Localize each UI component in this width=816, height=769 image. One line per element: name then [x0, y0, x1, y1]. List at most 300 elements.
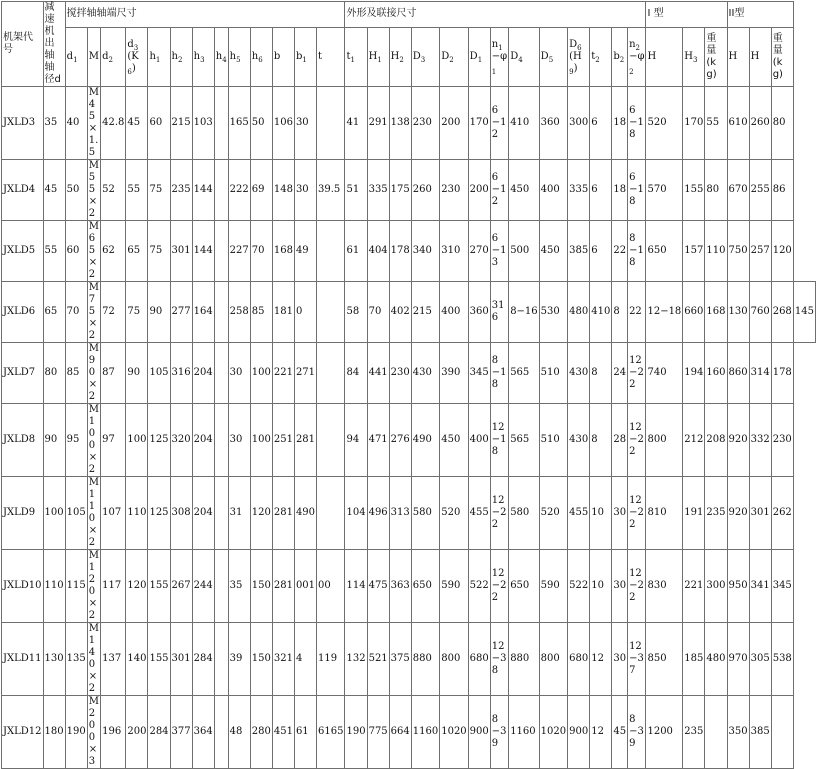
header-outline-connection: 外形及联接尺寸 [345, 2, 646, 28]
table-cell: 84 [345, 343, 367, 404]
table-cell: 215 [170, 87, 192, 160]
table-cell: 6 [590, 87, 612, 160]
table-cell: 120 [250, 477, 272, 550]
table-cell: 001 [294, 550, 316, 623]
header-agitator-shaft-end: 搅拌轴轴端尺寸 [65, 2, 345, 28]
table-cell: 750 [727, 221, 749, 282]
table-cell: 316 [170, 343, 192, 404]
header-sub-cell: H [727, 27, 749, 87]
table-cell: 52 [101, 160, 126, 221]
table-cell: 58 [345, 282, 367, 343]
table-cell: 6 [590, 160, 612, 221]
table-cell: JXLD8 [2, 404, 44, 477]
table-cell: 222 [228, 160, 250, 221]
table-cell: 70 [367, 282, 389, 343]
header-sub-cell: 重量(kg) [771, 27, 793, 87]
table-row [2, 282, 816, 343]
table-cell: 100 [126, 404, 148, 477]
table-cell: 8−39 [490, 696, 508, 769]
header-sub-cell: $D_1$ [468, 27, 490, 87]
table-cell: 430 [568, 343, 590, 404]
table-cell: 950 [727, 550, 749, 623]
table-cell: 61 [294, 696, 316, 769]
table-cell: 12 [590, 696, 612, 769]
table-row [2, 623, 816, 696]
table-cell: 538 [771, 623, 793, 696]
table-cell: JXLD4 [2, 160, 44, 221]
header-row-top [2, 2, 816, 28]
table-cell: 00 [317, 550, 345, 623]
table-cell: 521 [367, 623, 389, 696]
table-cell: 251 [272, 404, 294, 477]
table-cell: 680 [568, 623, 590, 696]
table-cell: 276 [389, 404, 411, 477]
header-sub-cell: $D_4$ [509, 27, 539, 87]
table-cell: 565 [509, 404, 539, 477]
table-cell: 104 [345, 477, 367, 550]
table-cell: 510 [539, 404, 567, 477]
table-cell: 262 [771, 477, 793, 550]
table-cell: 80 [705, 160, 727, 221]
table-cell: 125 [148, 477, 170, 550]
table-cell: 270 [468, 221, 490, 282]
table-cell: 670 [727, 160, 749, 221]
table-cell: 775 [367, 696, 389, 769]
table-cell: 313 [389, 477, 411, 550]
table-cell: 522 [568, 550, 590, 623]
table-cell: 680 [468, 623, 490, 696]
table-cell: 178 [771, 343, 793, 404]
table-cell: 284 [192, 623, 214, 696]
table-cell: 335 [367, 160, 389, 221]
table-cell: 345 [468, 343, 490, 404]
table-cell: 12−22 [490, 477, 508, 550]
table-cell: 291 [367, 87, 389, 160]
table-cell: 301 [170, 623, 192, 696]
table-cell: 39.5 [317, 160, 345, 221]
table-cell [317, 221, 345, 282]
table-cell: 194 [683, 343, 705, 404]
table-cell: 480 [568, 282, 590, 343]
table-cell: 920 [727, 477, 749, 550]
table-cell: 314 [749, 343, 771, 404]
table-cell: 520 [539, 477, 567, 550]
table-cell: 200 [126, 696, 148, 769]
table-cell: JXLD3 [2, 87, 44, 160]
table-cell [214, 282, 228, 343]
table-cell: 114 [345, 550, 367, 623]
table-cell: M90×2 [88, 343, 99, 402]
table-cell: 880 [411, 623, 439, 696]
header-sub-cell: $h_4$ [214, 27, 228, 87]
table-cell: 55 [705, 87, 727, 160]
table-row [2, 87, 816, 160]
table-cell: 830 [646, 550, 683, 623]
table-cell: 430 [568, 404, 590, 477]
table-cell: 284 [148, 696, 170, 769]
table-cell: 144 [192, 221, 214, 282]
table-cell: 18 [612, 87, 628, 160]
table-cell: M140×2 [88, 623, 99, 694]
header-sub-cell: $h_3$ [192, 27, 214, 87]
table-cell: 316 [490, 282, 508, 343]
header-sub-cell: $h_1$ [148, 27, 170, 87]
table-cell: 100 [250, 404, 272, 477]
table-cell: 100 [43, 477, 65, 550]
header-sub-cell: $h_5$ [228, 27, 250, 87]
table-cell: 450 [509, 160, 539, 221]
table-container [1, 1, 816, 769]
table-cell: 140 [126, 623, 148, 696]
table-cell: 455 [568, 477, 590, 550]
header-sub-cell: 重量(kg) [705, 27, 727, 87]
header-sub-cell: $h_6$ [250, 27, 272, 87]
table-cell: 441 [367, 343, 389, 404]
table-cell: 520 [646, 87, 683, 160]
table-cell: 520 [440, 477, 468, 550]
table-cell: 110 [126, 477, 148, 550]
table-cell: 70 [65, 282, 87, 343]
table-cell: 24 [612, 343, 628, 404]
table-cell: 281 [294, 404, 316, 477]
table-cell: 212 [683, 404, 705, 477]
table-cell: 490 [411, 404, 439, 477]
table-cell: 610 [727, 87, 749, 160]
table-cell: 181 [272, 282, 294, 343]
table-cell: 300 [705, 550, 727, 623]
table-cell [214, 550, 228, 623]
table-cell: 570 [646, 160, 683, 221]
header-sub-cell: $n_1$ $-\varphi_1$ [490, 27, 508, 87]
header-type-2: II型 [727, 2, 793, 28]
table-cell: 332 [749, 404, 771, 477]
table-cell: JXLD11 [2, 623, 44, 696]
table-cell: 41 [345, 87, 367, 160]
table-cell: 10 [590, 477, 612, 550]
table-cell: 138 [389, 87, 411, 160]
table-cell: 6−12 [490, 160, 508, 221]
table-cell: 90 [43, 404, 65, 477]
table-cell [214, 343, 228, 404]
table-cell: 400 [440, 282, 468, 343]
table-cell: 360 [539, 87, 567, 160]
header-sub-cell: M [87, 27, 100, 87]
table-cell [214, 477, 228, 550]
table-cell: 8−16 [509, 282, 539, 343]
table-cell: M100×2 [88, 404, 99, 475]
table-cell: 301 [749, 477, 771, 550]
table-cell: 170 [468, 87, 490, 160]
table-cell: 110 [43, 550, 65, 623]
table-cell: 496 [367, 477, 389, 550]
table-cell: 335 [568, 160, 590, 221]
table-cell: 150 [250, 623, 272, 696]
table-cell: 590 [440, 550, 468, 623]
table-cell: 61 [345, 221, 367, 282]
header-sub-cell: $H_3$ [683, 27, 705, 87]
table-cell: 590 [539, 550, 567, 623]
table-cell: 305 [749, 623, 771, 696]
table-cell: 267 [170, 550, 192, 623]
table-cell: 1020 [539, 696, 567, 769]
table-cell: 970 [727, 623, 749, 696]
table-cell: 363 [389, 550, 411, 623]
table-cell: 580 [411, 477, 439, 550]
table-cell: 164 [192, 282, 214, 343]
table-cell: 500 [509, 221, 539, 282]
table-cell: 150 [250, 550, 272, 623]
table-cell: 390 [440, 343, 468, 404]
table-cell: 12−18 [646, 282, 683, 343]
table-cell: 200 [468, 160, 490, 221]
table-cell: 12−38 [490, 623, 508, 696]
header-sub-cell: $D_2$ [440, 27, 468, 87]
table-row [2, 343, 816, 404]
table-cell: 235 [170, 160, 192, 221]
table-cell: JXLD7 [2, 343, 44, 404]
table-cell: 60 [65, 221, 87, 282]
table-cell: 650 [509, 550, 539, 623]
table-cell: 4 [294, 623, 316, 696]
table-cell: 8−39 [628, 696, 646, 769]
table-cell: 650 [411, 550, 439, 623]
table-cell: 364 [192, 696, 214, 769]
table-cell: 6−12 [490, 87, 508, 160]
table-cell: 850 [646, 623, 683, 696]
table-cell: 119 [317, 623, 345, 696]
table-cell: 12−18 [490, 404, 508, 477]
table-row [2, 404, 816, 477]
table-cell: 10 [590, 550, 612, 623]
table-cell: 1160 [509, 696, 539, 769]
table-cell: 455 [468, 477, 490, 550]
header-model-code: 机架代号 [2, 2, 44, 87]
table-cell: 39 [228, 623, 250, 696]
header-sub-cell: $D_5$ [539, 27, 567, 87]
table-cell: 130 [43, 623, 65, 696]
table-cell: 281 [272, 477, 294, 550]
table-row [2, 477, 816, 550]
table-cell: 30 [228, 404, 250, 477]
table-cell: 258 [228, 282, 250, 343]
table-cell: 308 [170, 477, 192, 550]
table-cell: 410 [590, 282, 612, 343]
header-sub-cell: $D_3$ [411, 27, 439, 87]
table-cell: 12−37 [628, 623, 646, 696]
table-cell [214, 623, 228, 696]
table-cell: 8 [590, 404, 612, 477]
table-cell: 740 [646, 343, 683, 404]
table-cell: M120×2 [88, 550, 99, 621]
table-cell: 12−22 [628, 550, 646, 623]
table-cell: 320 [170, 404, 192, 477]
table-cell: 377 [170, 696, 192, 769]
table-cell [214, 404, 228, 477]
header-sub-cell: $D_6$ $(H_9)$ [568, 27, 590, 87]
table-cell: 30 [228, 343, 250, 404]
table-cell: 80 [43, 343, 65, 404]
table-cell: 321 [272, 623, 294, 696]
header-sub-cell: $d_1$ [65, 27, 87, 87]
table-cell: 565 [509, 343, 539, 404]
table-cell: 100 [250, 343, 272, 404]
table-cell: 75 [126, 282, 148, 343]
table-cell: 42.8 [101, 87, 126, 160]
table-cell: 6 [590, 221, 612, 282]
table-cell: 65 [43, 282, 65, 343]
table-cell: 660 [683, 282, 705, 343]
table-cell: 22 [628, 282, 646, 343]
table-cell: 204 [192, 477, 214, 550]
table-cell: 69 [250, 160, 272, 221]
table-cell: 137 [101, 623, 126, 696]
table-cell: 86 [771, 160, 793, 221]
table-cell: 191 [683, 477, 705, 550]
table-cell: 50 [250, 87, 272, 160]
table-cell: 650 [646, 221, 683, 282]
table-cell: 208 [705, 404, 727, 477]
table-cell: 281 [272, 550, 294, 623]
table-cell: 221 [683, 550, 705, 623]
table-cell: 18 [612, 160, 628, 221]
table-cell: 920 [727, 404, 749, 477]
header-sub-cell: $t_1$ [345, 27, 367, 87]
table-cell: 8−18 [490, 343, 508, 404]
table-cell: 60 [148, 87, 170, 160]
table-cell [317, 282, 345, 343]
table-cell: 900 [568, 696, 590, 769]
table-cell: 345 [771, 550, 793, 623]
table-cell: 22 [612, 221, 628, 282]
table-cell: 160 [705, 343, 727, 404]
table-cell: 51 [345, 160, 367, 221]
table-cell: 105 [148, 343, 170, 404]
table-cell: 125 [148, 404, 170, 477]
table-cell: 580 [509, 477, 539, 550]
table-cell: 341 [749, 550, 771, 623]
table-cell [214, 221, 228, 282]
table-cell: 120 [126, 550, 148, 623]
table-cell [214, 87, 228, 160]
table-cell [214, 160, 228, 221]
table-cell: 85 [250, 282, 272, 343]
table-cell: 8−18 [628, 221, 646, 282]
table-cell: 12 [590, 623, 612, 696]
table-cell: 155 [148, 623, 170, 696]
table-cell: 148 [272, 160, 294, 221]
table-cell: 85 [65, 343, 87, 404]
table-cell: 277 [170, 282, 192, 343]
table-cell: 135 [65, 623, 87, 696]
table-cell: M55×2 [88, 160, 99, 219]
table-cell: 110 [705, 221, 727, 282]
table-cell: 49 [294, 221, 316, 282]
table-cell: 1200 [646, 696, 683, 769]
table-cell: M45×1.5 [88, 87, 99, 158]
table-cell: 87 [101, 343, 126, 404]
table-cell: 175 [389, 160, 411, 221]
table-cell: 810 [646, 477, 683, 550]
table-cell: 430 [411, 343, 439, 404]
table-cell: 271 [294, 343, 316, 404]
table-cell: 6−13 [490, 221, 508, 282]
table-cell: 300 [568, 87, 590, 160]
table-cell: 117 [101, 550, 126, 623]
table-cell: 244 [192, 550, 214, 623]
table-cell: 45 [43, 160, 65, 221]
table-cell: 115 [65, 550, 87, 623]
table-cell: M75×2 [88, 282, 99, 341]
table-cell: 95 [65, 404, 87, 477]
table-cell: 880 [509, 623, 539, 696]
header-sub-cell: $d_3$ $(K_6)$ [126, 27, 148, 87]
header-row-sub [2, 27, 816, 87]
table-cell: 664 [389, 696, 411, 769]
table-cell [317, 343, 345, 404]
table-cell: 12−22 [490, 550, 508, 623]
table-cell: 157 [683, 221, 705, 282]
table-cell: 204 [192, 343, 214, 404]
table-cell: 180 [43, 696, 65, 769]
table-cell: 12−22 [628, 343, 646, 404]
table-cell: 103 [192, 87, 214, 160]
table-cell: 55 [126, 160, 148, 221]
table-cell: 451 [272, 696, 294, 769]
table-cell [771, 696, 793, 769]
table-cell: 490 [294, 477, 316, 550]
table-cell: 90 [126, 343, 148, 404]
table-cell: 132 [345, 623, 367, 696]
table-cell: 75 [148, 160, 170, 221]
table-cell: 410 [509, 87, 539, 160]
table-cell: 120 [771, 221, 793, 282]
table-cell: 227 [228, 221, 250, 282]
table-cell: 235 [683, 696, 705, 769]
header-sub-cell: $d_2$ [101, 27, 126, 87]
table-cell: JXLD12 [2, 696, 44, 769]
table-cell: 105 [65, 477, 87, 550]
table-cell: 480 [705, 623, 727, 696]
table-cell: 204 [192, 404, 214, 477]
table-cell: 40 [65, 87, 87, 160]
table-cell: 30 [612, 623, 628, 696]
table-row [2, 221, 816, 282]
table-cell: 400 [539, 160, 567, 221]
table-cell: 230 [389, 343, 411, 404]
table-cell: 30 [294, 160, 316, 221]
header-sub-cell: $H_1$ [367, 27, 389, 87]
table-row [2, 550, 816, 623]
table-cell: 301 [170, 221, 192, 282]
table-cell: 30 [612, 550, 628, 623]
table-cell: 145 [793, 282, 815, 343]
table-cell: 350 [727, 696, 749, 769]
table-cell: 450 [440, 404, 468, 477]
table-cell: 6−18 [628, 160, 646, 221]
table-cell: 360 [468, 282, 490, 343]
table-cell: 144 [192, 160, 214, 221]
table-cell: 70 [250, 221, 272, 282]
table-cell: 6−18 [628, 87, 646, 160]
table-cell: 1020 [440, 696, 468, 769]
table-cell: JXLD10 [2, 550, 44, 623]
table-cell: 475 [367, 550, 389, 623]
table-cell: 196 [101, 696, 126, 769]
table-cell: 6165 [317, 696, 345, 769]
table-cell: 860 [727, 343, 749, 404]
table-cell: 35 [228, 550, 250, 623]
table-cell: 268 [771, 282, 793, 343]
